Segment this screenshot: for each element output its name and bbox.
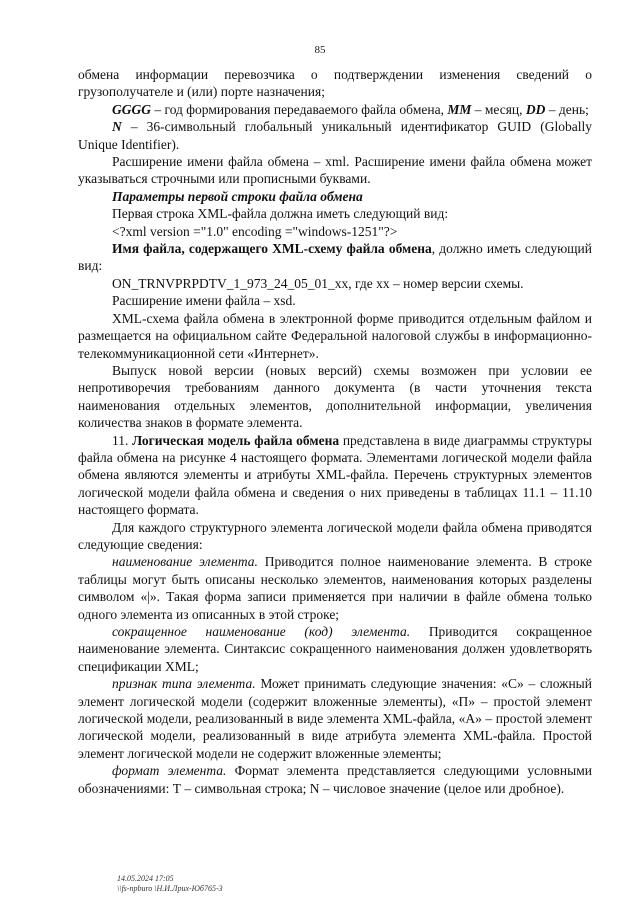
paragraph-new-version: Выпуск новой версии (новых версий) схемы возможен при условии ее непротиворечия требованиям данного документа (в части уточнения текста наименования отдельных элементов, дополнительной информации, увеличения количества знаков в формате элемента.: [78, 362, 592, 431]
footer-datetime: 14.05.2024 17:05: [117, 874, 174, 883]
document-body: [78, 66, 592, 797]
paragraph-extension: Расширение имени файла обмена – xml. Расширение имени файла обмена может указываться строчными или прописными буквами.: [78, 154, 592, 187]
paragraph-schema-publication: XML-схема файла обмена в электронной форме приводится отдельным файлом и размещается на официальном сайте Федеральной налоговой службы в информационно-телекоммуникационной сети «Интернет».: [78, 310, 592, 361]
paragraph-guid: N – 36-символьный глобальный уникальный идентификатор GUID (Globally Unique Identifier).: [78, 119, 592, 152]
month-code: MM: [447, 101, 472, 117]
paragraph-element-code: сокращенное наименование (код) элемента. Приводится сокращенное наименование элемента. Синтаксис сокращенного наименования должен удовлетворять спецификации XML;: [78, 624, 592, 674]
paragraph-date-format: GGGG – год формирования передаваемого файла обмена, MM – месяц, DD – день;: [112, 101, 589, 117]
paragraph-exchange-info: обмена информации перевозчика о подтверждении изменения сведений о грузополучателе и (или) порте назначения;: [78, 67, 592, 100]
schema-file-name: ON_TRNVPRPDTV_1_973_24_05_01_xx, где xx – номер версии схемы.: [112, 275, 524, 291]
footer-path: \\fs-npburo \Н.И.Лрих-Юб765-3: [117, 884, 223, 893]
paragraph-element-info: Для каждого структурного элемента логической модели файла обмена приводятся следующие сведения:: [78, 519, 592, 552]
paragraph-schema-name: Имя файла, содержащего XML-схему файла обмена, должно иметь следующий вид:: [78, 241, 592, 274]
paragraph-xsd-extension: Расширение имени файла – xsd.: [112, 293, 296, 309]
paragraph-first-line: Первая строка XML-файла должна иметь следующий вид:: [112, 206, 449, 222]
footer-stamp: [117, 874, 223, 894]
year-code: GGGG: [112, 101, 151, 117]
paragraph-logical-model: 11. Логическая модель файла обмена представлена в виде диаграммы структуры файла обмена на рисунке 4 настоящего формата. Элементами логической модели файла обмена являются элементы и атрибуты XML-файла. Перечень структурных элементов логической модели файла обмена и сведения о них приведены в таблицах 11.1 – 11.10 настоящего формата.: [78, 432, 592, 518]
paragraph-element-name: наименование элемента. Приводится полное наименование элемента. В строке таблицы могут быть описаны несколько элементов, наименования которых разделены символом «|». Такая форма записи применяется при наличии в файле обмена только одного элемента из описанных в этой строке;: [78, 554, 592, 622]
paragraph-element-type: признак типа элемента. Может принимать следующие значения: «С» – сложный элемент логической модели (содержит вложенные элементы), «П» – простой элемент логической модели, реализованный в виде элемента XML-файла, «А» – простой элемент логической модели, реализованный в виде атрибута элемента XML-файла. Простой элемент логической модели не содержит вложенные элементы;: [78, 676, 592, 761]
xml-declaration: <?xml version ="1.0" encoding ="windows-1251"?>: [112, 223, 398, 239]
page-number: 85: [314, 44, 326, 56]
day-code: DD: [525, 101, 546, 117]
section-heading-first-line: Параметры первой строки файла обмена: [112, 188, 363, 204]
paragraph-element-format: формат элемента. Формат элемента представляется следующими условными обозначениями: Т – символьная строка; N – числовое значение (целое или дробное).: [78, 763, 592, 796]
guid-code: N: [112, 119, 122, 135]
